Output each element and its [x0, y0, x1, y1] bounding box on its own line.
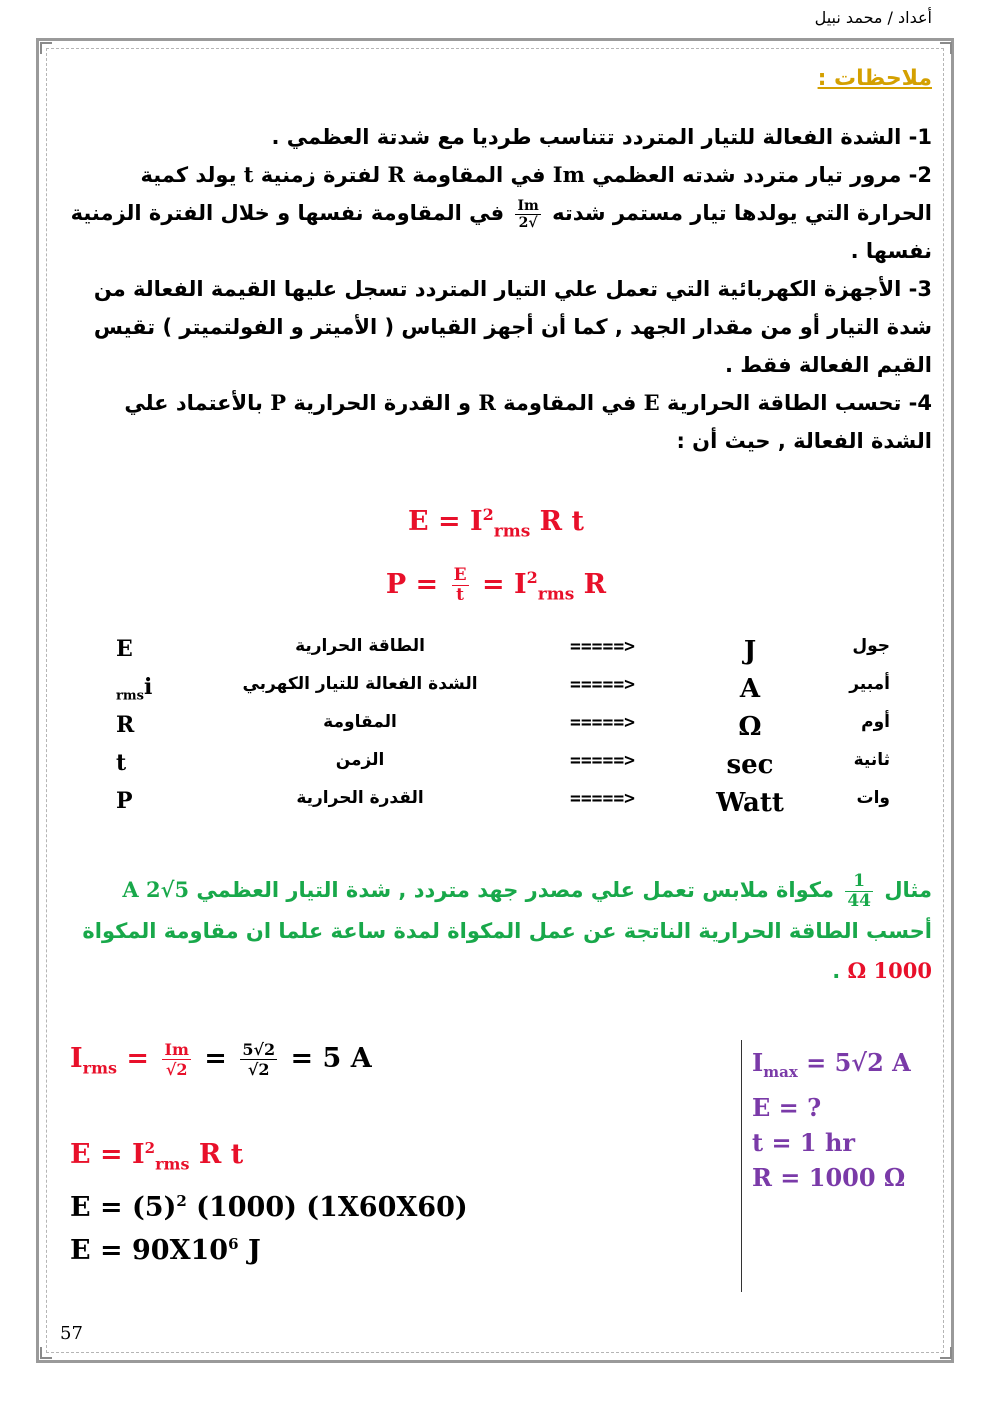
table-row: P القدرة الحرارية =====> Watt وات: [116, 788, 890, 818]
corner-ornament: [40, 42, 52, 54]
notes-title: ملاحظات :: [817, 66, 932, 91]
equation-power: P = $\frac{E}{t}$ = $I^2_{rms}$ R: [385, 565, 607, 605]
solution-line: $E = (5)^2$ (1000) (1X60X60): [70, 1191, 468, 1223]
corner-ornament: [940, 42, 952, 54]
notes-list: [62, 118, 932, 460]
solution-line: $E = I^2_{rms}$ R t: [70, 1139, 244, 1174]
fraction: $\frac{E}{t}$: [453, 565, 467, 605]
given-t: t = 1 hr: [752, 1127, 856, 1157]
page-number: 57: [60, 1323, 83, 1344]
equation-energy: $E = I^2_{rms}$ R t: [407, 505, 584, 542]
table-row: E الطاقة الحرارية =====> J جول: [116, 636, 890, 666]
table-row: t الزمن =====> sec ثانية: [116, 750, 890, 780]
given-values: [752, 1045, 911, 1195]
solution-line: $I_{rms}$ = $\frac{Im}{√2}$ = $\frac{5√2}{√2}$ = 5 A: [70, 1040, 372, 1079]
solution: [70, 1040, 468, 1269]
given-r: R = 1000 Ω: [752, 1162, 906, 1192]
note-2: 2- مرور تيار متردد شدته العظمي Im في المقاومة R لفترة زمنية t يولد كمية الحرارة التي يولدها تيار مستمر شدته $\frac{Im}{√2}$ في المقاومة نفسها و خلال الفترة الزمنية نفسها .: [70, 162, 932, 263]
author: أعداد / محمد نبيل: [814, 8, 932, 27]
table-row: R المقاومة =====> Ω أوم: [116, 712, 890, 742]
given-e: E = ?: [752, 1092, 822, 1122]
table-row: $_{rms}$ i الشدة الفعالة للتيار الكهربي =====> A أمبير: [116, 674, 890, 704]
fraction: $\frac{5√2}{√2}$: [242, 1040, 276, 1079]
example-problem: مثال $\frac{1}{44}$ مكواة ملابس تعمل علي مصدر جهد متردد , شدة التيار العظمي 5√2 A أحسب الطاقة الحرارية الناتجة عن عمل المكواة لمدة ساعة علما ان مقاومة المكواة 1000 Ω .: [82, 870, 932, 983]
given-imax: $I_{max} = 5√2$ A: [752, 1048, 911, 1081]
corner-ornament: [940, 1347, 952, 1359]
fraction: $\frac{Im}{√2}$: [517, 197, 539, 231]
note-4: 4- تحسب الطاقة الحرارية E في المقاومة R و القدرة الحرارية P بالأعتماد علي الشدة الفعالة , حيث أن :: [124, 390, 932, 453]
note-3: 3- الأجهزة الكهربائية التي تعمل علي التيار المتردد تسجل عليها القيمة الفعالة من شدة التيار أو من مقدار الجهد , كما أن أجهز القياس ( الأميتر و الفولتميتر ) تقيس القيم الفعالة فقط .: [93, 277, 932, 377]
fraction: $\frac{1}{44}$: [847, 870, 871, 911]
fraction: $\frac{Im}{√2}$: [164, 1040, 189, 1079]
corner-ornament: [40, 1347, 52, 1359]
units-table: [90, 636, 910, 826]
divider: [741, 1040, 742, 1292]
solution-line: $E = 90X10^6$ J: [70, 1234, 261, 1266]
note-1: 1- الشدة الفعالة للتيار المتردد تتناسب طرديا مع شدتة العظمي .: [271, 125, 932, 149]
